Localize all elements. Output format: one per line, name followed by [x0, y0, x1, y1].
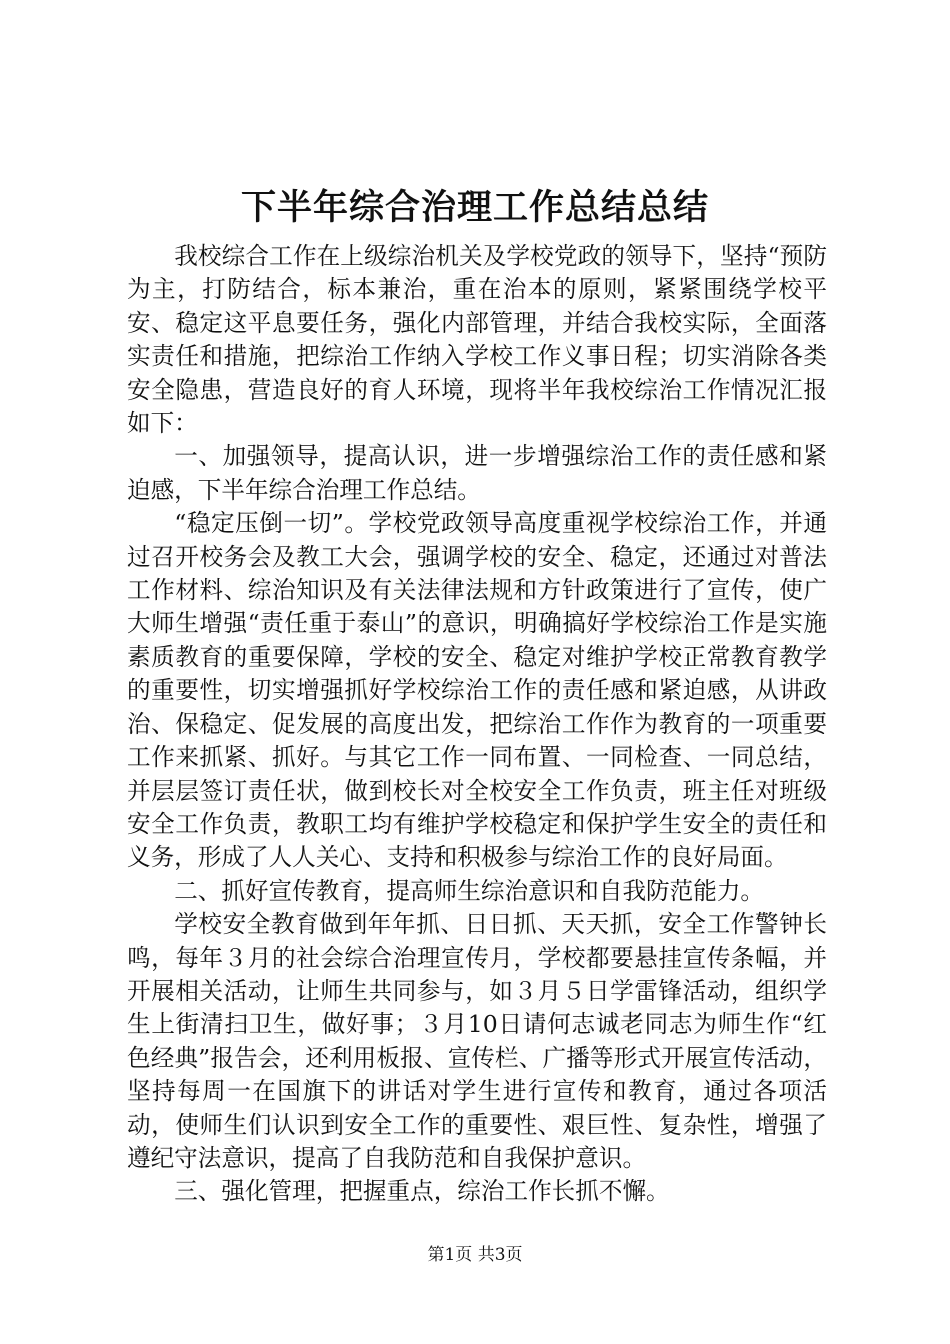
- section-one-heading: 一、加强领导，提高认识，进一步增强综治工作的责任感和紧迫感，下半年综合治理工作总结。: [127, 442, 827, 504]
- document-title: 下半年综合治理工作总结总结: [240, 187, 709, 228]
- section-two-paragraph: 学校安全教育做到年年抓、日日抓、天天抓，安全工作警钟长鸣，每年３月的社会综合治理宣传月，学校都要悬挂宣传条幅，并开展相关活动，让师生共同参与，如３月５日学雷锋活动，组织学生上街清扫卫生，做好事；３月10日请何志诚老同志为师生作“红色经典”报告会，还利用板报、宣传栏、广播等形式开展宣传活动，坚持每周一在国旗下的讲话对学生进行宣传和教育，通过各项活动，使师生们认识到安全工作的重要性、艰巨性、复杂性，增强了遵纪守法意识，提高了自我防范和自我保护意识。: [127, 910, 827, 1172]
- section-two-heading: 二、抓好宣传教育，提高师生综治意识和自我防范能力。: [174, 876, 765, 905]
- intro-paragraph: 我校综合工作在上级综治机关及学校党政的领导下，坚持“预防为主，打防结合，标本兼治，重在治本的原则，紧紧围绕学校平安、稳定这平息要任务，强化内部管理，并结合我校实际，全面落实责任和措施，把综治工作纳入学校工作义事日程；切实消除各类安全隐患，营造良好的育人环境，现将半年我校综治工作情况汇报如下：: [127, 242, 827, 438]
- section-three-heading: 三、强化管理，把握重点，综治工作长抓不懈。: [174, 1177, 670, 1206]
- document-body: [127, 240, 827, 1209]
- page-footer: 第1页 共3页: [427, 1245, 523, 1265]
- section-one-paragraph: “稳定压倒一切”。学校党政领导高度重视学校综治工作，并通过召开校务会及教工大会，强调学校的安全、稳定，还通过对普法工作材料、综治知识及有关法律法规和方针政策进行了宣传，使广大师生增强“责任重于泰山”的意识，明确搞好学校综治工作是实施素质教育的重要保障，学校的安全、稳定对维护学校正常教育教学的重要性，切实增强抓好学校综治工作的责任感和紧迫感，从讲政治、保稳定、促发展的高度出发，把综治工作作为教育的一项重要工作来抓紧、抓好。与其它工作一同布置、一同检查、一同总结，并层层签订责任状，做到校长对全校安全工作负责，班主任对班级安全工作负责，教职工均有维护学校稳定和保护学生安全的责任和义务，形成了人人关心、支持和积极参与综治工作的良好局面。: [127, 509, 827, 872]
